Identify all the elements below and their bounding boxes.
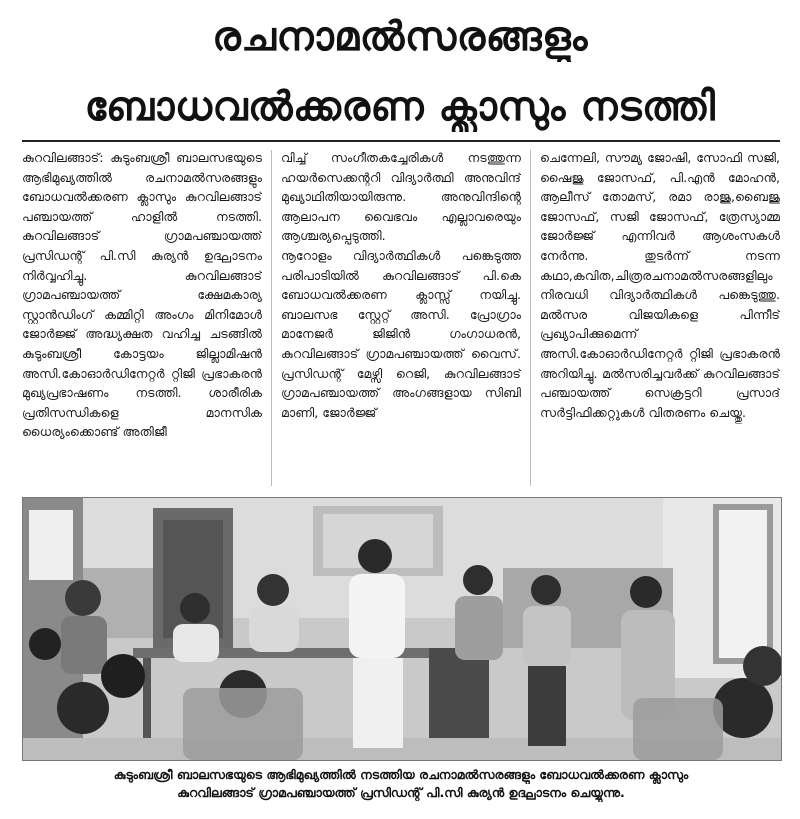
column-divider-1 <box>271 150 272 486</box>
column-divider-2 <box>530 150 531 486</box>
headline-divider <box>22 140 780 142</box>
headline-line-2: ബോധവൽക്കരണ ക്ലാസും നടത്തി <box>84 84 716 130</box>
photo-caption <box>22 766 780 802</box>
column-3-text: ചെന്നേലി, സൗമ്യ ജോഷി, സോഫി സജി, ഷൈജു ജോസഫ്, പി.എൻ മോഹൻ, ആലീസ് തോമസ്, രമാ രാജു,ബൈജു ജോസഫ്, സജി ജോസഫ്, ത്രേസ്യാമ്മ ജോർജ്ജ് എന്നിവർ ആശംസകൾ നേർന്നു. തുടർന്ന് നടന്ന കഥാ,കവിത,ചിത്രരചനാമൽസരങ്ങളിലും നിരവധി വിദ്യാർത്ഥികൾ പങ്കെടുത്തു. മൽസര വിജയികളെ പിന്നീട് പ്രഖ്യാപിക്കുമെന്ന് അസി.കോഓർഡിനേറ്റർ റ്റിജി പ്രഭാകരൻ അറിയിച്ചു. മൽസരിച്ചവർക്ക് കുറവിലങ്ങാട് പഞ്ചായത്ത് സെക്രട്ടറി പ്രസാദ് സർട്ടിഫിക്കറ്റുകൾ വിതരണം ചെയ്തു. <box>540 150 780 420</box>
event-photo <box>22 497 782 761</box>
column-1-text: കുറവിലങ്ങാട്: കുടുംബശ്രീ ബാലസഭയുടെ ആഭിമുഖ്യത്തിൽ രചനാമൽസരങ്ങളും ബോധവൽക്കരണ ക്ലാസും കുറവിലങ്ങാട് പഞ്ചായത്ത് ഹാളിൽ നടത്തി. കുറവിലങ്ങാട് ഗ്രാമപഞ്ചായത്ത് പ്രസിഡന്റ് പി.സി കുര്യൻ ഉദ്ഘാടനം നിർവ്വഹിച്ചു. കുറവിലങ്ങാട് ഗ്രാമപഞ്ചായത്ത് ക്ഷേമകാര്യ സ്റ്റാൻഡിംഗ് കമ്മിറ്റി അംഗം മിനിമോൾ ജോർജ്ജ് അദ്ധ്യക്ഷത വഹിച്ച ചടങ്ങിൽ കുടുംബശ്രീ കോട്ടയം ജില്ലാമിഷൻ അസി.കോഓർഡിനേറ്റർ റ്റിജി പ്രഭാകരൻ മുഖ്യപ്രഭാഷണം നടത്തി. ശാരീരിക പ്രതിസന്ധികളെ മാനസിക ധൈര്യംക്കൊണ്ട് അതിജീ <box>22 150 262 440</box>
article-body <box>22 148 780 488</box>
article-column-1 <box>22 148 262 488</box>
column-2-paragraph-1: വിച്ച് സംഗീതകച്ചേരികൾ നടത്തുന്ന ഹയർസെക്കന്ററി വിദ്യാർത്ഥി അനുവിന്ദ് മുഖ്യാഥിതിയായിരുന്നു. അനുവിന്ദിന്റെ ആലാപന വൈഭവം എല്ലാവരെയും ആശ്ചര്യപ്പെടുത്തി. <box>281 150 521 244</box>
column-2-paragraph-2: നൂറോളം വിദ്യാർത്ഥികൾ പങ്കെടുത്ത പരിപാടിയിൽ കുറവിലങ്ങാട് പി.കെ ബോധവൽക്കരണ ക്ലാസ്സ് നയിച്ചു. ബാലസഭ സ്റ്റേറ്റ് അസി. പ്രോഗ്രാം മാനേജർ ജിജിൻ ഗംഗാധരൻ, കുറവിലങ്ങാട് ഗ്രാമപഞ്ചായത്ത് വൈസ്. പ്രസിഡന്റ് മേഴ്സി റെജി, കുറവിലങ്ങാട് ഗ്രാമപഞ്ചായത്ത് അംഗങ്ങളായ സിബി മാണി, ജോർജ്ജ് <box>281 247 521 420</box>
article-column-3 <box>540 148 780 488</box>
caption-line-2: കുറവിലങ്ങാട് ഗ്രാമപഞ്ചായത്ത് പ്രസിഡന്റ് പി.സി കുര്യൻ ഉദ്ഘാടനം ചെയ്യുന്നു. <box>177 785 625 800</box>
article-column-2 <box>281 148 521 488</box>
headline-line-1: രചനാമൽസരങ്ങളും <box>212 14 588 60</box>
caption-line-1: കുടുംബശ്രീ ബാലസഭയുടെ ആഭിമുഖ്യത്തിൽ നടത്തിയ രചനാമൽസരങ്ങളും ബോധവൽക്കരണ ക്ലാസും <box>113 767 689 782</box>
